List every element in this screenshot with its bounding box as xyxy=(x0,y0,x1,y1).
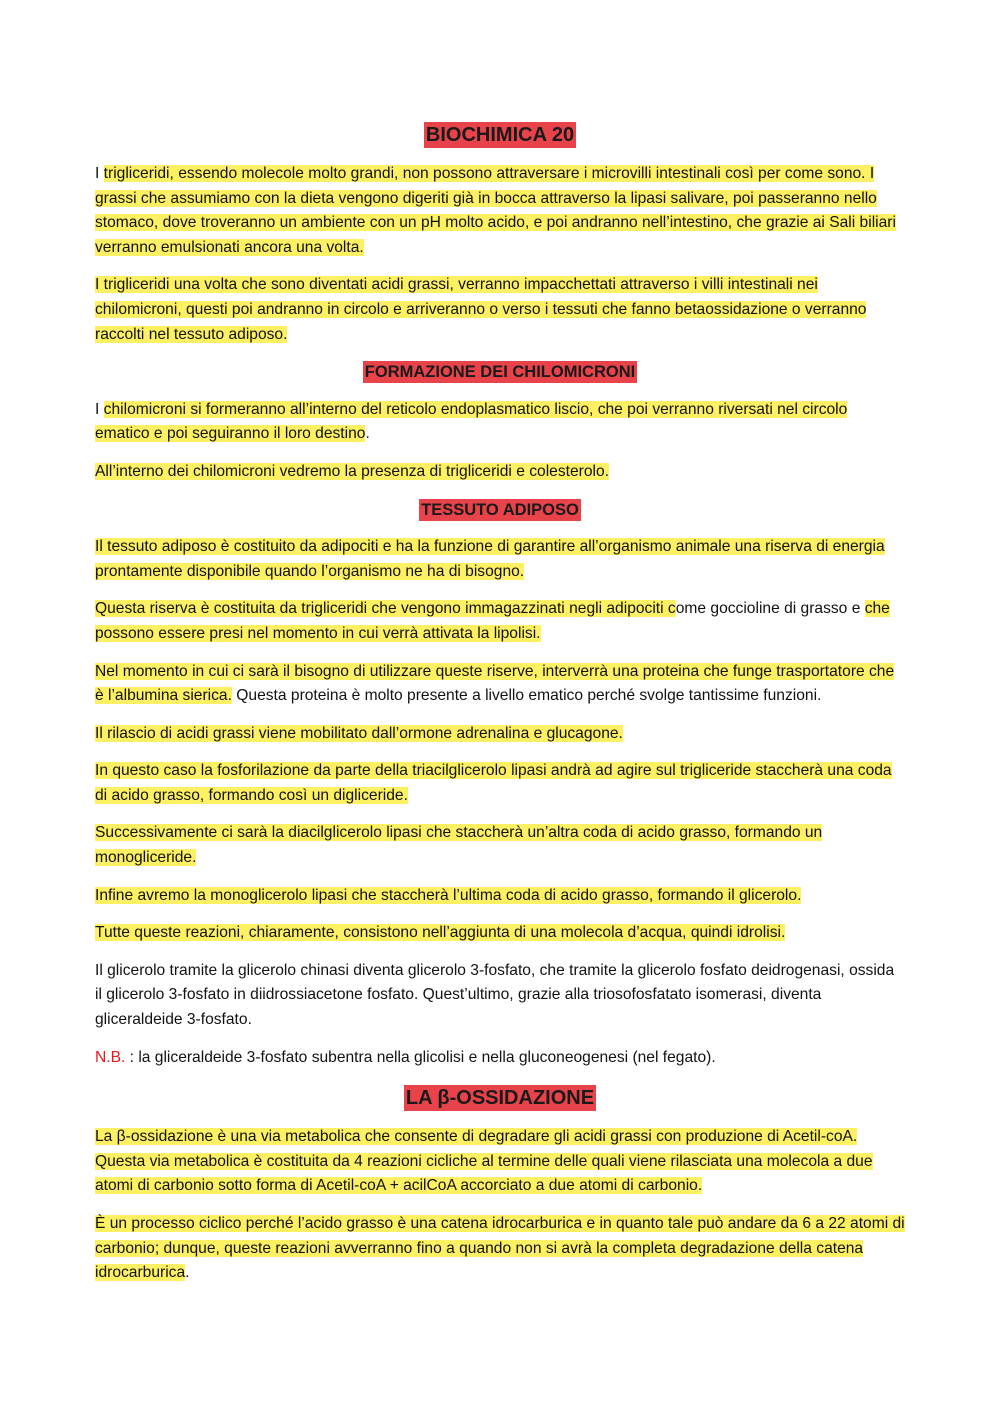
highlighted-text: Questa riserva è costituita da trigliceridi che vengono immagazzinati negli adipociti c xyxy=(95,600,676,618)
section-heading-beta-ossidazione: LA β-OSSIDAZIONE xyxy=(405,1087,595,1110)
paragraph-tail: . xyxy=(365,425,370,443)
paragraph-diacilglicerolo xyxy=(95,821,905,870)
paragraph-rilascio xyxy=(95,722,905,747)
highlighted-text: Il rilascio di acidi grassi viene mobilitato dall’ormone adrenalina e glucagone. xyxy=(95,724,623,742)
page-title: BIOCHIMICA 20 xyxy=(425,124,575,146)
nota-bene-label: N.B. xyxy=(95,1048,126,1066)
highlighted-text: Tutte queste reazioni, chiaramente, consistono nell’aggiunta di una molecola d’acqua, quindi idrolisi. xyxy=(95,924,786,942)
paragraph-beta-ossidazione xyxy=(95,1125,905,1199)
document-body xyxy=(95,120,905,1299)
highlighted-text: trigliceridi, essendo molecole molto grandi, non possono attraversare i microvilli intestinali così per come sono. I grassi che assumiamo con la dieta vengono digeriti già in bocca attraverso la lipasi salivare, poi passeranno nello stomaco, dove troveranno un ambiente con un pH molto acido, e poi andranno nell’intestino, che grazie ai Sali biliari verranno emulsionati ancora una volta. xyxy=(95,165,896,256)
paragraph-fosforilazione xyxy=(95,759,905,808)
paragraph-processo-ciclico xyxy=(95,1212,905,1286)
highlighted-text: Il tessuto adiposo è costituito da adipociti e ha la funzione di garantire all’organismo animale una riserva di energia prontamente disponibile quando l’organismo ne ha di bisogno. xyxy=(95,538,885,580)
paragraph-idrolisi xyxy=(95,921,905,946)
heading-container xyxy=(95,360,905,386)
paragraph-riserva xyxy=(95,597,905,646)
paragraph-trigliceridi xyxy=(95,162,905,260)
paragraph-tail: . xyxy=(185,1264,190,1282)
highlighted-text: Nel momento in cui ci sarà il bisogno di utilizzare queste riserve, interverrà una proteina che funge trasportatore che è l’albumina sierica. xyxy=(95,662,895,705)
paragraph-lead: I xyxy=(95,400,104,418)
heading-container xyxy=(95,1083,905,1113)
highlighted-text: È un processo ciclico perché l’acido grasso è una catena idrocarburica e in quanto tale può andare da 6 a 22 atomi di carbonio; dunque, queste reazioni avverranno fino a quando non si avrà la completa degradazione della catena idrocarburica xyxy=(95,1215,905,1282)
section-heading-tessuto-adiposo: TESSUTO ADIPOSO xyxy=(421,500,579,519)
paragraph-contenuto-chilomicroni xyxy=(95,460,905,485)
highlighted-text: Infine avremo la monoglicerolo lipasi che staccherà l’ultima coda di acido grasso, formando il glicerolo. xyxy=(95,886,802,904)
highlighted-text: In questo caso la fosforilazione da parte della triacilglicerolo lipasi andrà ad agire sul trigliceride staccherà una coda di acido grasso, formando così un digliceride. xyxy=(95,762,892,804)
paragraph-albumina xyxy=(95,660,905,709)
plain-text: Questa proteina è molto presente a livello ematico perché svolge tantissime funzioni. xyxy=(231,687,822,705)
paragraph-formazione xyxy=(95,398,905,447)
paragraph-tessuto-adiposo xyxy=(95,535,905,584)
plain-text: : la gliceraldeide 3-fosfato subentra nella glicolisi e nella gluconeogenesi (nel fegato). xyxy=(125,1048,716,1066)
highlighted-text: che possono essere presi nel momento in cui verrà attivata la lipolisi. xyxy=(95,600,890,642)
highlighted-text: Successivamente ci sarà la diacilglicerolo lipasi che staccherà un’altra coda di acido grasso, formando un monogliceride. xyxy=(95,824,823,867)
paragraph-chilomicroni-intro xyxy=(95,273,905,347)
highlighted-text: chilomicroni si formeranno all’interno del reticolo endoplasmatico liscio, che poi verranno riversati nel circolo ematico e poi seguiranno il loro destino xyxy=(95,400,848,443)
plain-text: ome goccioline di grasso e xyxy=(675,600,865,618)
section-heading-chilomicroni: FORMAZIONE DEI CHILOMICRONI xyxy=(364,363,636,382)
paragraph-lead: I xyxy=(95,165,104,182)
highlighted-text: I trigliceridi una volta che sono diventati acidi grassi, verranno impacchettati attraverso i villi intestinali nei chilomicroni, questi poi andranno in circolo e arriveranno o verso i tessuti che fanno betaossidazione o verranno raccolti nel tessuto adiposo. xyxy=(95,276,867,343)
highlighted-text: All’interno dei chilomicroni vedremo la presenza di trigliceridi e colesterolo. xyxy=(95,462,609,480)
paragraph-monoglicerolo xyxy=(95,884,905,909)
heading-container xyxy=(95,498,905,524)
highlighted-text: La β-ossidazione è una via metabolica che consente di degradare gli acidi grassi con produzione di Acetil-coA. Questa via metabolica è costituita da 4 reazioni cicliche al termine delle quali viene rilasciata una molecola a due atomi di carbonio sotto forma di Acetil-coA + acilCoA accorciato a due atomi di carbonio. xyxy=(95,1128,873,1195)
paragraph-glicerolo: Il glicerolo tramite la glicerolo chinasi diventa glicerolo 3-fosfato, che tramite la glicerolo fosfato deidrogenasi, ossida il glicerolo 3-fosfato in diidrossiacetone fosfato. Quest’ultimo, grazie alla triosofosfatato isomerasi, diventa gliceraldeide 3-fosfato. xyxy=(95,961,895,1029)
title-container xyxy=(95,120,905,150)
paragraph-nota-bene xyxy=(95,1046,905,1071)
